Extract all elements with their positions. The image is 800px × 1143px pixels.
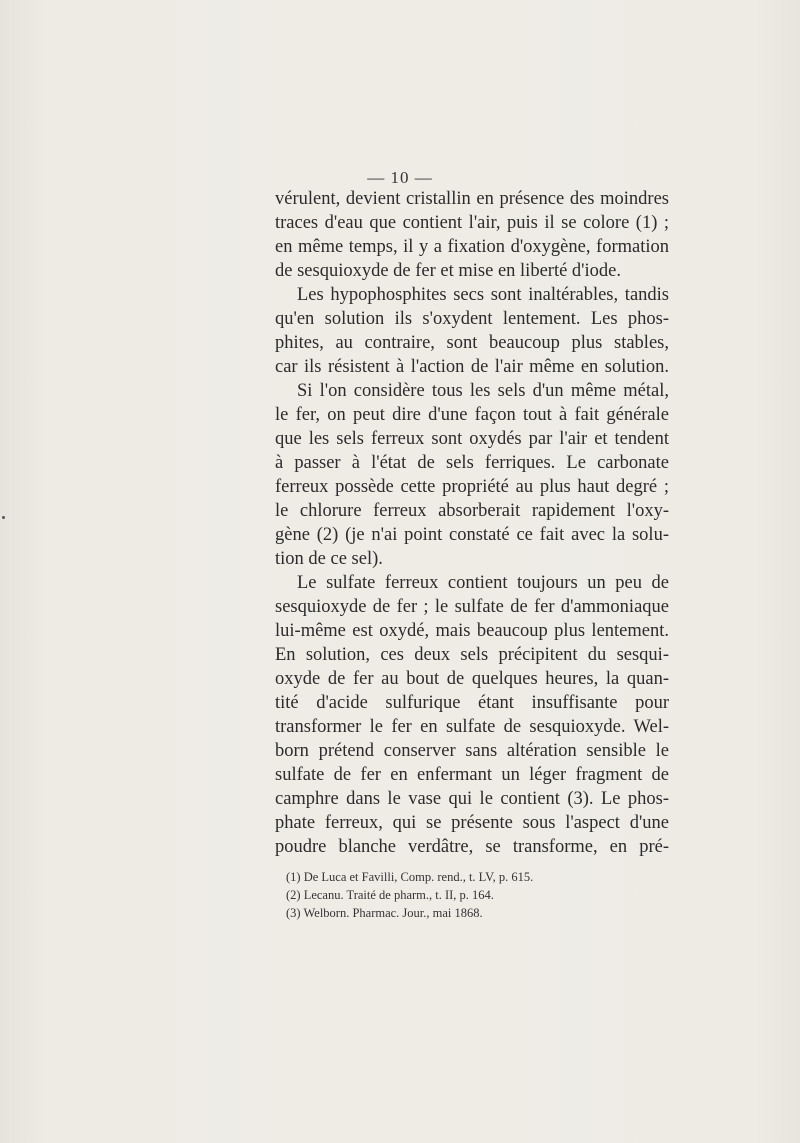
text-line: vérulent, devient cristallin en présence des moindres (275, 189, 669, 209)
text-line: En solution, ces deux sels précipitent du sesqui- (275, 645, 669, 665)
text-line: tité d'acide sulfurique étant insuffisante pour (275, 693, 669, 713)
text-line: lui-même est oxydé, mais beaucoup plus lentement. (275, 621, 669, 641)
text-line: de sesquioxyde de fer et mise en liberté d'iode. (275, 261, 621, 281)
text-line: Les hypophosphites secs sont inaltérables, tandis (297, 285, 669, 305)
text-line: phate ferreux, qui se présente sous l'aspect d'une (275, 813, 669, 833)
text-line: le fer, on peut dire d'une façon tout à fait générale (275, 405, 669, 425)
text-line: sulfate de fer en enfermant un léger fragment de (275, 765, 669, 785)
text-line: oxyde de fer au bout de quelques heures, la quan- (275, 669, 669, 689)
text-line: car ils résistent à l'action de l'air même en solution. (275, 357, 669, 377)
text-line: Le sulfate ferreux contient toujours un peu de (297, 573, 669, 593)
footnote: (3) Welborn. Pharmac. Jour., mai 1868. (286, 906, 483, 920)
text-line: en même temps, il y a fixation d'oxygène, formation (275, 237, 669, 257)
text-line: phites, au contraire, sont beaucoup plus stables, (275, 333, 669, 353)
text-line: que les sels ferreux sont oxydés par l'air et tendent (275, 429, 669, 449)
text-line: gène (2) (je n'ai point constaté ce fait avec la solu- (275, 525, 669, 545)
text-line: tion de ce sel). (275, 549, 383, 569)
text-line: camphre dans le vase qui le contient (3). Le phos- (275, 789, 669, 809)
footnote: (2) Lecanu. Traité de pharm., t. II, p. 164. (286, 888, 494, 902)
text-line: le chlorure ferreux absorberait rapidement l'oxy- (275, 501, 669, 521)
text-line: poudre blanche verdâtre, se transforme, en pré- (275, 837, 669, 857)
text-line: born prétend conserver sans altération sensible le (275, 741, 669, 761)
text-line: ferreux possède cette propriété au plus haut degré ; (275, 477, 669, 497)
paper-speck (2, 516, 5, 519)
footnotes (286, 868, 686, 922)
text-line: à passer à l'état de sels ferriques. Le carbonate (275, 453, 669, 473)
text-line: Si l'on considère tous les sels d'un même métal, (297, 381, 669, 401)
text-line: transformer le fer en sulfate de sesquioxyde. Wel- (275, 717, 669, 737)
body-text (275, 187, 669, 859)
page-number: — 10 — (367, 168, 433, 187)
footnote: (1) De Luca et Favilli, Comp. rend., t. LV, p. 615. (286, 870, 534, 884)
text-line: qu'en solution ils s'oxydent lentement. Les phos- (275, 309, 669, 329)
text-line: traces d'eau que contient l'air, puis il se colore (1) ; (275, 213, 669, 233)
text-line: sesquioxyde de fer ; le sulfate de fer d'ammoniaque (275, 597, 669, 617)
